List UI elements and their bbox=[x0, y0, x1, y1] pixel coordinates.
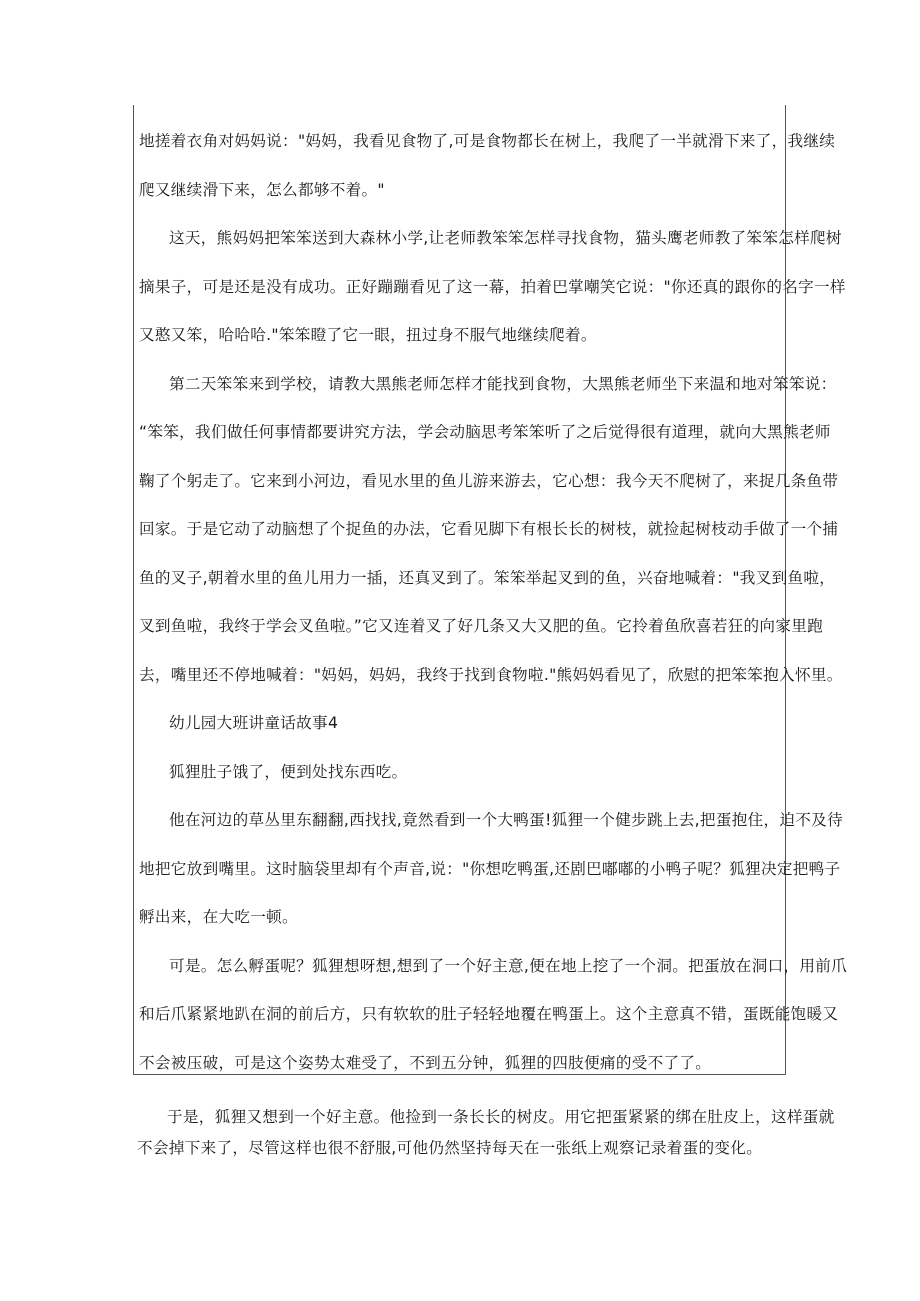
story-line: 鞠了个躬走了。它来到小河边，看见水里的鱼儿游来游去，它心想：我今天不爬树了，来捉几条鱼带 bbox=[139, 472, 839, 490]
story-line: 摘果子，可是还是没有成功。正好蹦蹦看见了这一幕，拍着巴掌嘲笑它说："你还真的跟你的名字一样 bbox=[139, 278, 846, 296]
story-line: 可是。怎么孵蛋呢？狐狸想呀想,想到了一个好主意,便在地上挖了一个洞。把蛋放在洞口，用前爪 bbox=[169, 957, 848, 975]
story-line: 叉到鱼啦，我终于学会叉鱼啦。”它又连着叉了好几条又大又肥的鱼。它拎着鱼欣喜若狂的向家里跑 bbox=[139, 617, 824, 635]
story-line: 和后爪紧紧地趴在洞的前后方，只有软软的肚子轻轻地覆在鸭蛋上。这个主意真不错，蛋既能饱暖又 bbox=[139, 1005, 839, 1023]
story-line: 第二天笨笨来到学校，请教大黑熊老师怎样才能找到食物，大黑熊老师坐下来温和地对笨笨说： bbox=[169, 375, 837, 393]
story-line: 又憨又笨，哈哈哈."笨笨瞪了它一眼，扭过身不服气地继续爬着。 bbox=[139, 326, 597, 344]
story-line: 地搓着衣角对妈妈说："妈妈，我看见食物了,可是食物都长在树上，我爬了一半就滑下来了，我继续 bbox=[139, 132, 836, 150]
story-heading: 幼儿园大班讲童话故事4 bbox=[169, 714, 339, 732]
story-line: 去，嘴里还不停地喊着："妈妈，妈妈，我终于找到食物啦."熊妈妈看见了，欣慰的把笨笨抱入怀里。 bbox=[139, 666, 843, 684]
story-line: 于是，狐狸又想到一个好主意。他捡到一条长长的树皮。用它把蛋紧紧的绑在肚皮上，这样蛋就 bbox=[167, 1108, 835, 1126]
story-line: 不会被压破，可是这个姿势太难受了，不到五分钟，狐狸的四肢便痛的受不了了。 bbox=[139, 1054, 712, 1072]
story-line: 回家。于是它动了动脑想了个捉鱼的办法，它看见脚下有根长长的树枝，就捡起树枝动手做了一个捕 bbox=[139, 520, 839, 538]
story-line: 狐狸肚子饿了，便到处找东西吃。 bbox=[169, 763, 408, 781]
text-box-frame bbox=[133, 105, 848, 1075]
story-line: 爬又继续滑下来，怎么都够不着。" bbox=[139, 181, 385, 199]
story-line: 鱼的叉子,朝着水里的鱼儿用力一插，还真叉到了。笨笨举起叉到的鱼，兴奋地喊着："我叉到鱼啦， bbox=[139, 569, 836, 587]
story-line: 孵出来，在大吃一顿。 bbox=[139, 908, 298, 926]
story-line: 地把它放到嘴里。这时脑袋里却有个声音,说："你想吃鸭蛋,还剧巴嘟嘟的小鸭子呢？狐狸决定把鸭子 bbox=[139, 860, 841, 878]
story-line: 不会掉下来了，尽管这样也很不舒服,可他仍然坚持每天在一张纸上观察记录着蛋的变化。 bbox=[137, 1139, 763, 1157]
story-line: 这天，熊妈妈把笨笨送到大森林小学,让老师教笨笨怎样寻找食物，猫头鹰老师教了笨笨怎样爬树 bbox=[169, 229, 842, 247]
story-line: “笨笨，我们做任何事情都要讲究方法，学会动脑思考笨笨听了之后觉得很有道理，就向大黑熊老师 bbox=[139, 423, 831, 441]
story-line: 他在河边的草丛里东翻翻,西找找,竟然看到一个大鸭蛋!狐狸一个健步跳上去,把蛋抱住，迫不及待 bbox=[169, 811, 843, 829]
